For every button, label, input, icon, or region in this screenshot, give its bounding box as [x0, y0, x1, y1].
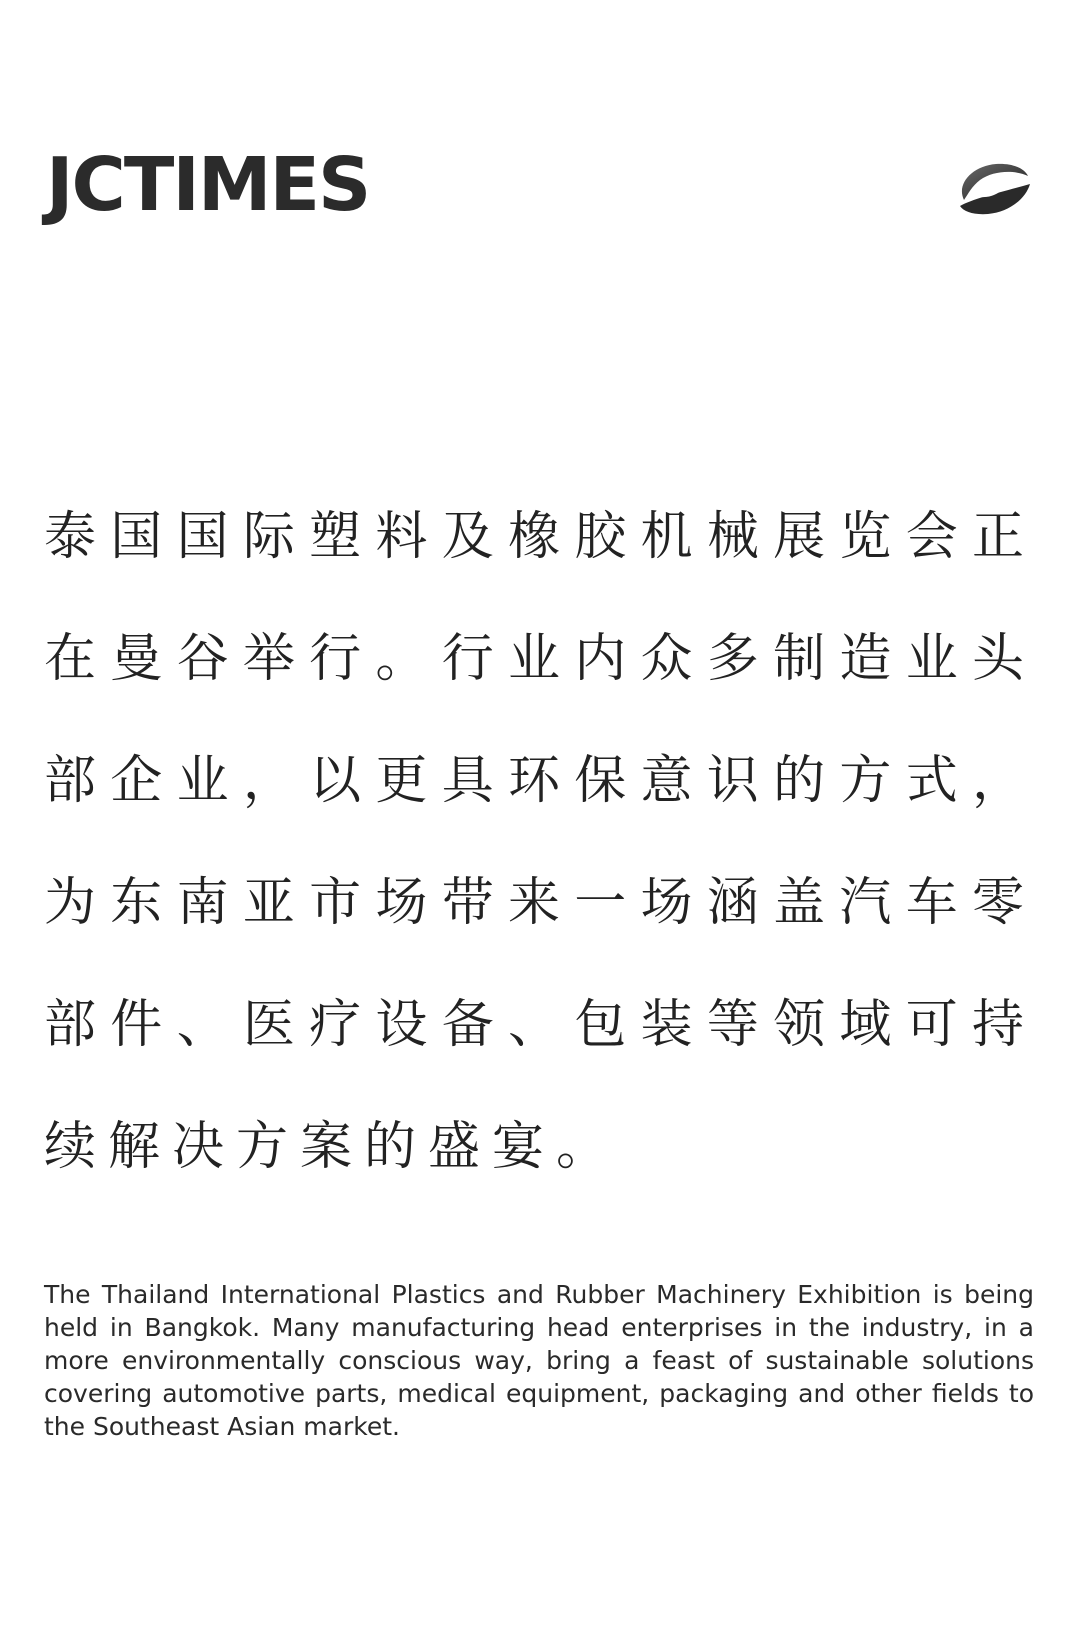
jctimes-swoosh-logo-icon: [954, 154, 1034, 220]
brand-wordmark: JCTIMES: [46, 142, 370, 228]
chinese-paragraph: 泰国国际塑料及橡胶机械展览会正在曼谷举行。行业内众多制造业头部企业，以更具环保意识的方式，为东南亚市场带来一场涵盖汽车零部件、医疗设备、包装等领域可持续解决方案的盛宴。: [44, 507, 1036, 1177]
header: [46, 140, 1034, 230]
english-paragraph: The Thailand International Plastics and Rubber Machinery Exhibition is being held in Bangkok. Many manufacturing head enterprises in the industry, in a more environmentally conscious way, bring a feast of sustainable solutions covering automotive parts, medical equipment, packaging and other fields to the Southeast Asian market.: [44, 1280, 1034, 1441]
